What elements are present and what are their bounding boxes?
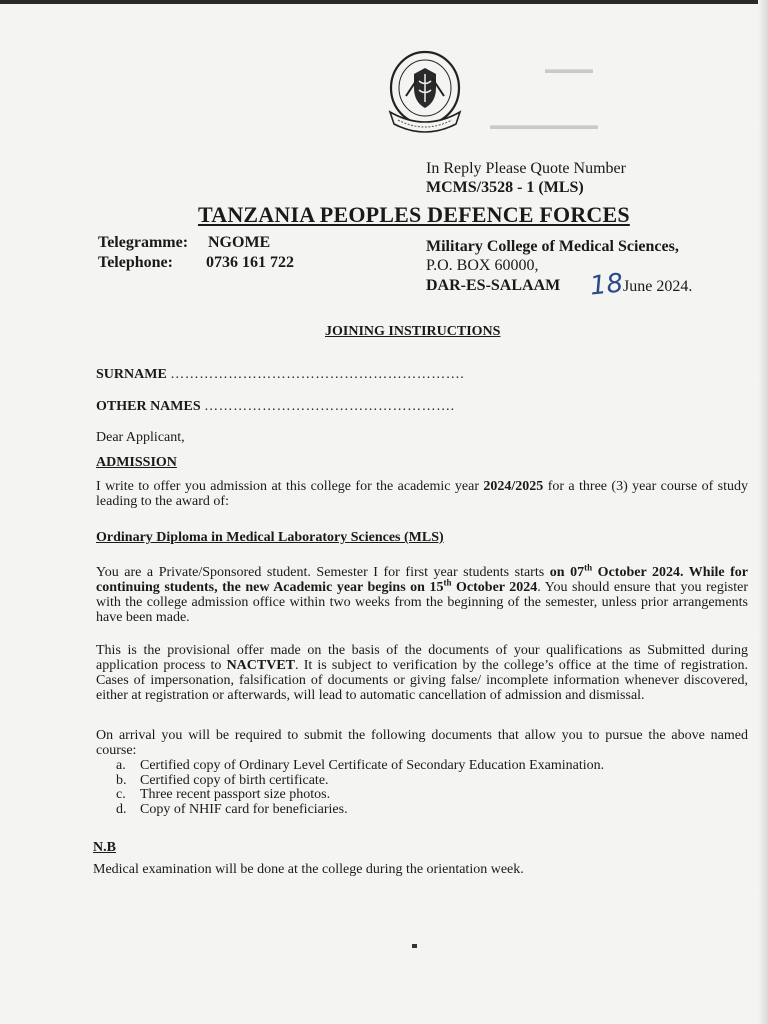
document-title: JOINING INSTIRUCTIONS bbox=[325, 324, 501, 339]
provisional-offer-paragraph: This is the provisional offer made on the basis of the documents of your qualifications as Submitted during application process to NACTVET. It is subject to verification by the college’s office at the time of registration. Cases of impersonation, falsification of documents or giving false/ incomplete information whenever discovered, either at registration or afterwards, will lead to automatic cancellation of admission and dismissal. bbox=[96, 643, 748, 703]
date-month-year: June 2024. bbox=[623, 278, 693, 295]
other-names-field bbox=[96, 399, 455, 415]
city: DAR-ES-SALAAM bbox=[426, 277, 561, 294]
nb-text: Medical examination will be done at the college during the orientation week. bbox=[93, 862, 524, 877]
scan-speck bbox=[412, 944, 417, 948]
list-item: a. Certified copy of Ordinary Level Certificate of Secondary Education Examination. bbox=[116, 758, 605, 773]
telephone-value: 0736 161 722 bbox=[206, 254, 294, 271]
admission-paragraph: I write to offer you admission at this college for the academic year 2024/2025 for a three (3) year course of study leading to the award of: bbox=[96, 479, 748, 509]
salutation: Dear Applicant, bbox=[96, 430, 185, 445]
list-item: d. Copy of NHIF card for beneficiaries. bbox=[116, 801, 348, 817]
handwritten-day: 18 bbox=[588, 268, 625, 302]
bleed-through-text: ▬▬▬▬ bbox=[545, 62, 593, 76]
admission-heading: ADMISSION bbox=[96, 455, 177, 470]
telephone-label: Telephone: bbox=[98, 254, 173, 271]
college-seal-logo bbox=[384, 48, 466, 140]
organization-heading: TANZANIA PEOPLES DEFENCE FORCES bbox=[198, 202, 630, 227]
list-item: b. Certified copy of birth certificate. bbox=[116, 772, 329, 788]
other-names-blank: ……………………………………………. bbox=[204, 399, 455, 414]
course-name: Ordinary Diploma in Medical Laboratory Sciences (MLS) bbox=[96, 530, 444, 545]
list-item: c. Three recent passport size photos. bbox=[116, 787, 331, 802]
scan-top-border bbox=[0, 0, 768, 4]
telegramme-value: NGOME bbox=[208, 234, 271, 251]
required-documents-list bbox=[116, 759, 604, 817]
nb-heading: N.B bbox=[93, 840, 116, 855]
surname-blank: ……………………………………………………. bbox=[170, 367, 465, 382]
arrival-paragraph: On arrival you will be required to submit the following documents that allow you to pursue the above named course: bbox=[96, 728, 748, 758]
bleed-through-text: ▬▬▬▬▬▬▬▬▬ bbox=[490, 118, 598, 132]
telegramme-label: Telegramme: bbox=[98, 234, 189, 251]
college-name: Military College of Medical Sciences, bbox=[426, 238, 679, 255]
reference-number: MCMS/3528 - 1 (MLS) bbox=[426, 179, 584, 196]
reference-prompt: In Reply Please Quote Number bbox=[426, 160, 626, 177]
semester-paragraph: You are a Private/Sponsored student. Semester I for first year students starts on 07th October 2024. While for continuing students, the new Academic year begins on 15th October 2024. You should ensure that you register with the college admission office within two weeks from the beginning of the semester, unless prior arrangements have been made. bbox=[96, 562, 749, 625]
surname-label: SURNAME bbox=[96, 367, 167, 382]
scan-right-edge bbox=[758, 0, 768, 1024]
po-box: P.O. BOX 60000, bbox=[426, 257, 539, 274]
other-names-label: OTHER NAMES bbox=[96, 399, 201, 414]
surname-field bbox=[96, 367, 464, 383]
